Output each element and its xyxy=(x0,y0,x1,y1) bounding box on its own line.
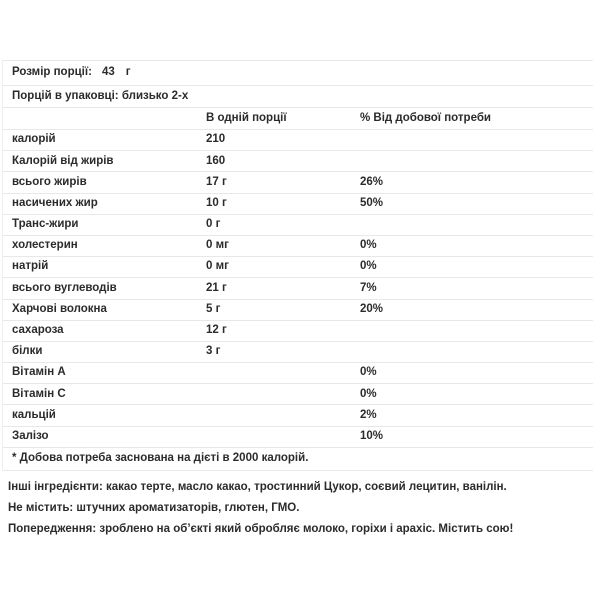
nutrient-amount: 3 г xyxy=(206,345,221,358)
table-header-row xyxy=(3,108,593,130)
column-header-per-serving: В одній порції xyxy=(206,111,287,124)
daily-value-footnote-row xyxy=(3,448,593,471)
nutrient-amount: 160 xyxy=(206,154,226,167)
nutrient-label: натрій xyxy=(12,260,49,273)
table-row xyxy=(3,363,593,384)
nutrient-dv: 0% xyxy=(360,260,377,273)
nutrient-label: калорій xyxy=(12,133,56,146)
nutrient-label: холестерин xyxy=(12,239,78,252)
nutrient-dv: 10% xyxy=(360,429,384,442)
table-row xyxy=(3,405,593,426)
table-row xyxy=(3,257,593,278)
nutrient-label: Транс-жири xyxy=(12,218,79,231)
nutrient-amount: 210 xyxy=(206,133,226,146)
table-row xyxy=(3,130,593,151)
nutrient-label: насичених жир xyxy=(12,196,98,209)
servings-per-pack-label: Порцій в упаковці: близько 2-х xyxy=(12,89,189,102)
nutrient-dv: 0% xyxy=(360,366,377,379)
table-row xyxy=(3,151,593,172)
daily-value-footnote: * Добова потреба заснована на дієті в 2000 калорій. xyxy=(12,452,309,465)
serving-size-unit: г xyxy=(125,66,131,79)
table-row xyxy=(3,321,593,342)
table-row xyxy=(3,215,593,236)
label-notes xyxy=(8,481,592,544)
does-not-contain-text: Не містить: штучних ароматизаторів, глютен, ГМО. xyxy=(8,502,300,514)
nutrient-label: кальцій xyxy=(12,408,56,421)
table-row xyxy=(3,194,593,215)
nutrient-dv: 50% xyxy=(360,196,384,209)
other-ingredients-text: Інші інгредієнти: какао терте, масло какао, тростинний Цукор, соєвий лецитин, ванілін. xyxy=(8,481,507,493)
nutrient-label: Харчові волокна xyxy=(12,302,107,315)
allergen-warning-text: Попередження: зроблено на об’єкті який обробляє молоко, горіхи і арахіс. Містить сою! xyxy=(8,523,514,535)
nutrient-label: всього вуглеводів xyxy=(12,281,117,294)
table-row xyxy=(3,342,593,363)
nutrient-amount: 17 г xyxy=(206,175,227,188)
nutrient-amount: 0 мг xyxy=(206,260,229,273)
nutrient-dv: 20% xyxy=(360,302,384,315)
nutrient-label: Вітамін A xyxy=(12,366,66,379)
nutrient-dv: 2% xyxy=(360,408,377,421)
nutrient-label: всього жирів xyxy=(12,175,87,188)
nutrient-amount: 0 мг xyxy=(206,239,229,252)
nutrient-amount: 5 г xyxy=(206,302,221,315)
serving-size-label: Розмір порції: xyxy=(12,66,92,79)
nutrient-label: Залізо xyxy=(12,429,49,442)
nutrient-label: білки xyxy=(12,345,43,358)
nutrient-label: Калорій від жирів xyxy=(12,154,114,167)
table-row xyxy=(3,278,593,299)
table-row xyxy=(3,384,593,405)
table-row xyxy=(3,236,593,257)
nutrient-amount: 0 г xyxy=(206,218,221,231)
column-header-daily-value: % Від добової потреби xyxy=(360,111,491,124)
table-row xyxy=(3,172,593,193)
servings-per-pack-row xyxy=(3,86,593,108)
nutrient-amount: 12 г xyxy=(206,324,227,337)
nutrient-amount: 21 г xyxy=(206,281,227,294)
serving-size-row xyxy=(3,61,593,86)
nutrient-label: сахароза xyxy=(12,324,64,337)
nutrient-dv: 7% xyxy=(360,281,377,294)
nutrient-amount: 10 г xyxy=(206,196,227,209)
table-row xyxy=(3,427,593,448)
nutrient-dv: 26% xyxy=(360,175,384,188)
nutrition-facts-table xyxy=(2,60,593,471)
table-row xyxy=(3,300,593,321)
nutrient-label: Вітамін C xyxy=(12,387,66,400)
serving-size-value: 43 xyxy=(101,66,115,79)
nutrient-dv: 0% xyxy=(360,239,377,252)
nutrient-dv: 0% xyxy=(360,387,377,400)
